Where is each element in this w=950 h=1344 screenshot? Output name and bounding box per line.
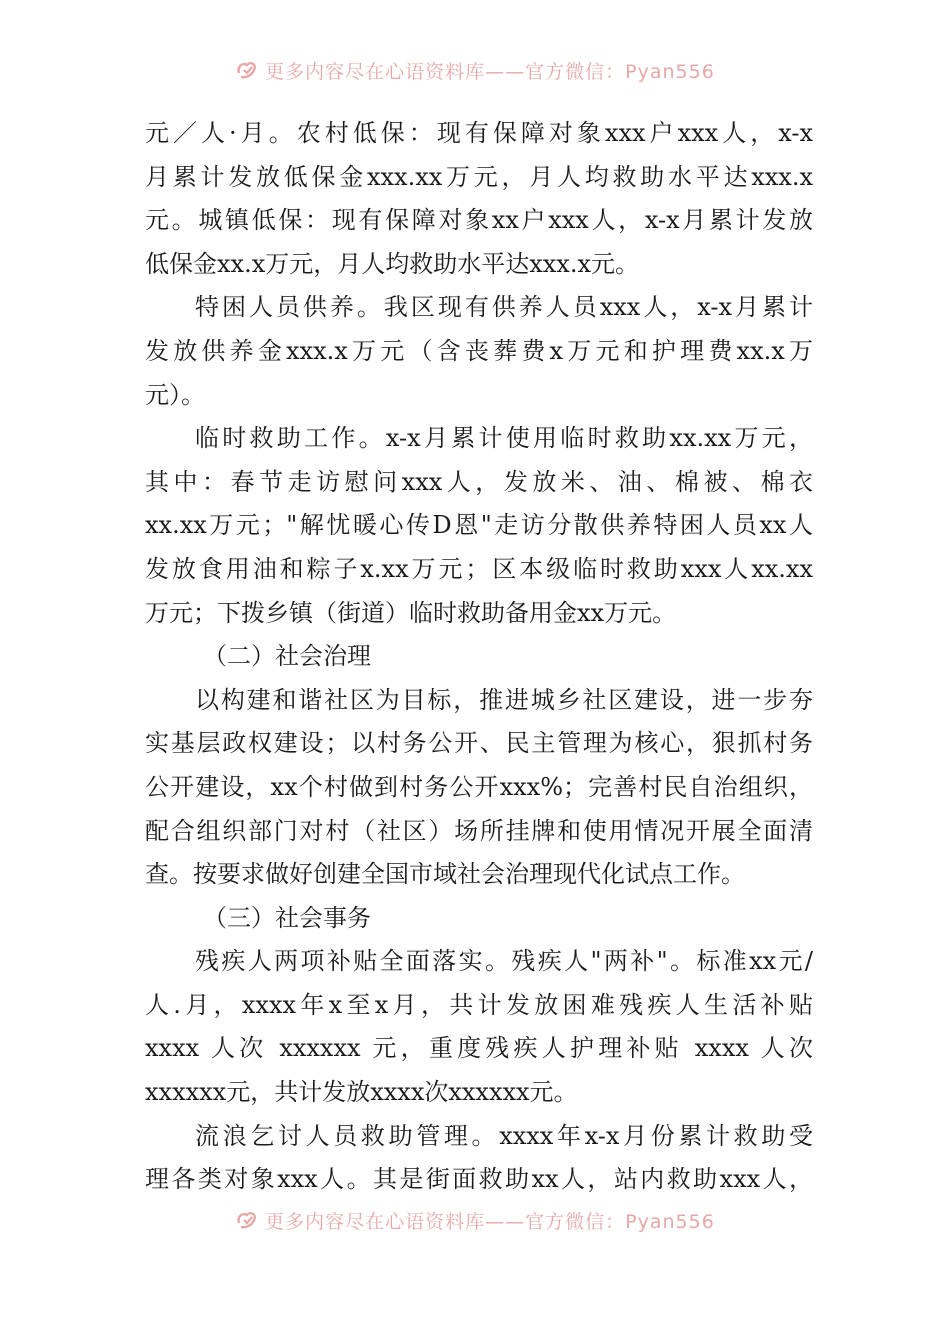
text-line: 低保金xx.x万元，月人均救助水平达xxx.x元。	[145, 249, 640, 278]
text-line: 公开建设，xx个村做到村务公开xxx%；完善村民自治组织，	[145, 772, 813, 801]
text-line: 配合组织部门对村（社区）场所挂牌和使用情况开展全面清	[145, 816, 813, 845]
watermark-text: 更多内容尽在心语资料库——官方微信：Pyan556	[265, 1210, 715, 1233]
text-line: 特困人员供养。我区现有供养人员xxx人，x-x月累计	[195, 293, 813, 322]
text-line: 实基层政权建设；以村务公开、民主管理为核心，狠抓村务	[145, 729, 813, 758]
text-line: 月累计发放低保金xxx.xx万元，月人均救助水平达xxx.x	[145, 162, 813, 191]
text-line: 发放食用油和粽子x.xx万元；区本级临时救助xxx人xx.xx	[145, 554, 813, 583]
text-line: 人.月，xxxx年x至x月，共计发放困难残疾人生活补贴	[145, 990, 813, 1019]
document-body	[145, 112, 813, 1202]
text-line: xxxxxx元，共计发放xxxx次xxxxxx元。	[145, 1078, 578, 1107]
text-line: 查。按要求做好创建全国市域社会治理现代化试点工作。	[145, 860, 745, 889]
text-line: 临时救助工作。x-x月累计使用临时救助xx.xx万元，	[195, 424, 813, 453]
section-heading: （三）社会事务	[203, 903, 371, 932]
text-line: 万元；下拨乡镇（街道）临时救助备用金xx万元。	[145, 598, 677, 627]
text-line: 元／人·月。农村低保：现有保障对象xxx户xxx人，x-x	[145, 119, 813, 147]
text-line: 元）。	[145, 380, 205, 409]
text-line: 残疾人两项补贴全面落实。残疾人"两补"。标准xx元/	[195, 947, 813, 976]
watermark-header	[0, 55, 950, 85]
text-line: 流浪乞讨人员救助管理。xxxx年x-x月份累计救助受	[195, 1121, 813, 1150]
section-heading: （二）社会治理	[203, 642, 371, 671]
text-line: 发放供养金xxx.x万元（含丧葬费x万元和护理费xx.x万	[145, 336, 813, 365]
text-line: 理各类对象xxx人。其是街面救助xx人，站内救助xxx人，	[145, 1165, 813, 1194]
text-line: 以构建和谐社区为目标，推进城乡社区建设，进一步夯	[195, 685, 813, 714]
watermark-text: 更多内容尽在心语资料库——官方微信：Pyan556	[265, 60, 715, 83]
text-line: 元。城镇低保：现有保障对象xx户xxx人，x-x月累计发放	[145, 206, 813, 235]
watermark-logo-icon	[235, 58, 259, 82]
watermark-footer	[0, 1205, 950, 1235]
text-line: xxxx 人次 xxxxxx 元，重度残疾人护理补贴 xxxx 人次	[145, 1034, 813, 1063]
watermark-logo-icon	[235, 1208, 259, 1232]
text-line: 其中：春节走访慰问xxx人，发放米、油、棉被、棉衣	[145, 467, 813, 496]
text-line: xx.xx万元；"解忧暖心传D恩"走访分散供养特困人员xx人	[145, 511, 813, 540]
